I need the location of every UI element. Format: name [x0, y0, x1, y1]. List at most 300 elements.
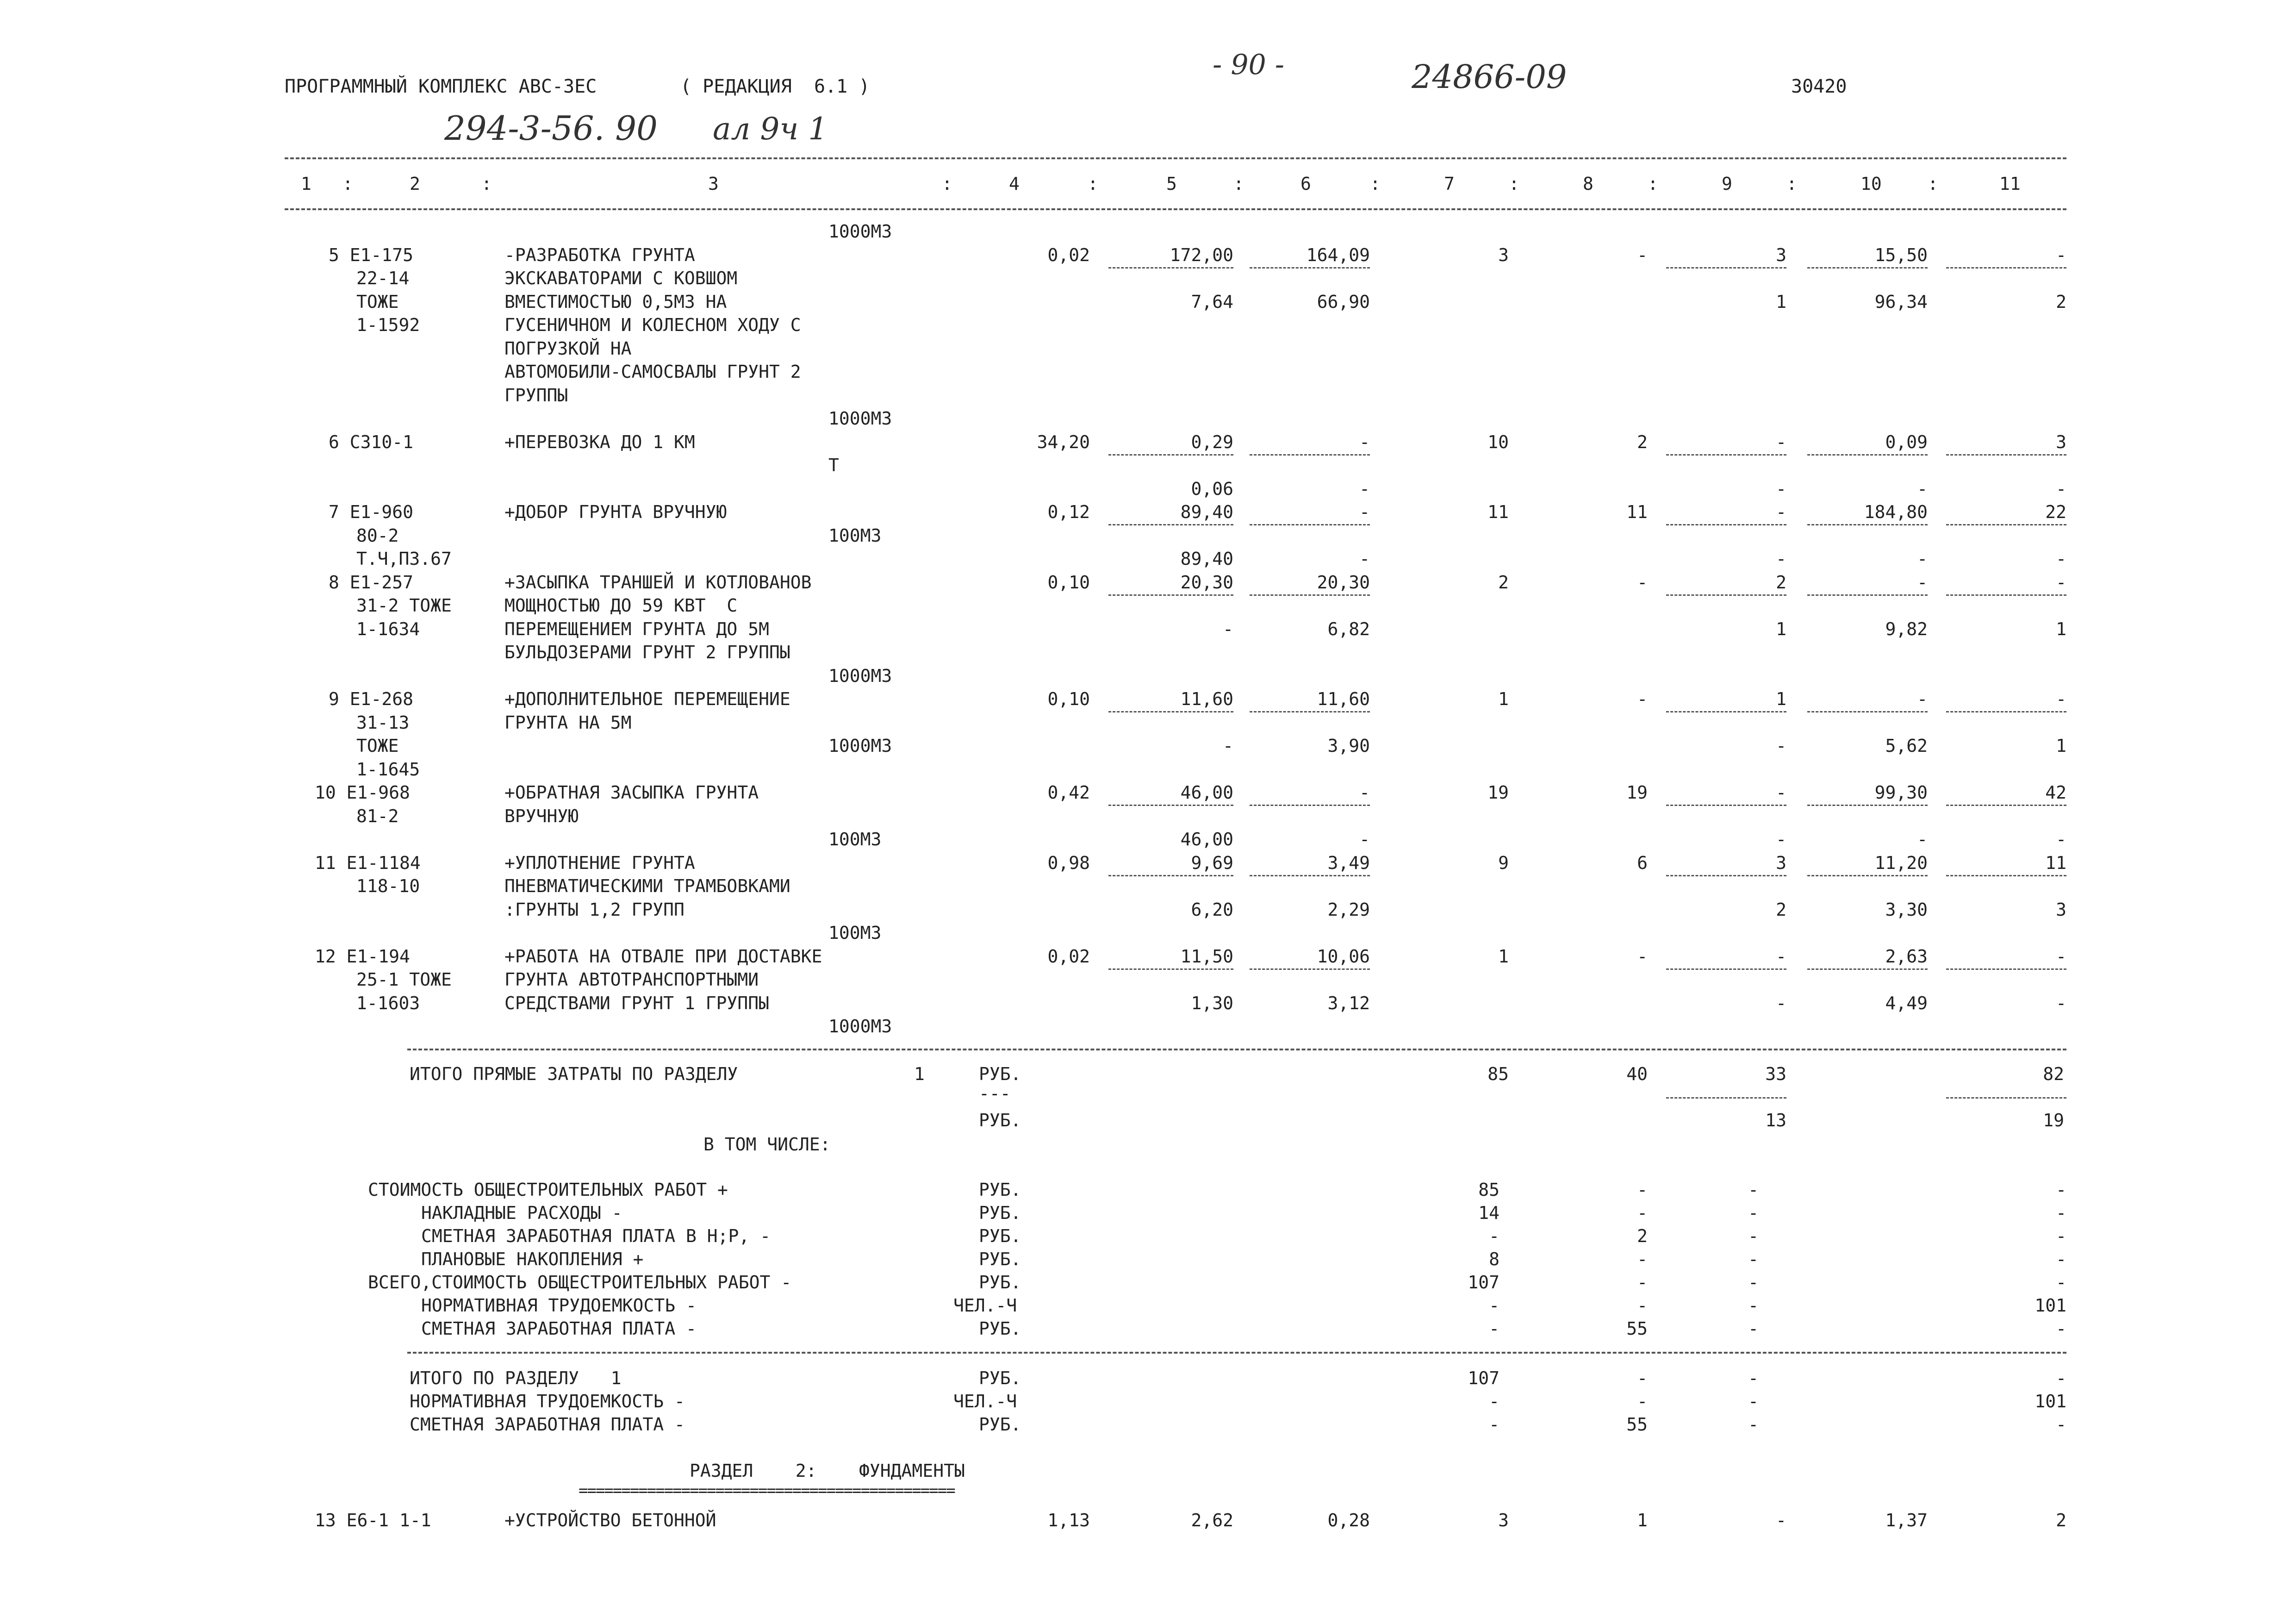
breakdown-label: ВСЕГО,СТОИМОСТЬ ОБЩЕСТРОИТЕЛЬНЫХ РАБОТ - [368, 1272, 792, 1293]
value-c8: 6 [1637, 853, 1648, 873]
value-c4: 0,98 [1047, 853, 1090, 873]
section-total-c8: - [1637, 1368, 1648, 1388]
value-c4: 0,10 [1047, 572, 1090, 593]
breakdown-c9: - [1748, 1180, 1759, 1200]
description-cell: ЭКСКАВАТОРАМИ С КОВШОМ [504, 268, 738, 288]
value-c11: 2 [2056, 1510, 2066, 1530]
row-divider [1666, 711, 1786, 712]
value-c9: - [1776, 946, 1786, 967]
value-c7: 9 [1498, 853, 1509, 873]
row-divider [1108, 711, 1233, 712]
description-cell: ГРУППЫ [504, 385, 568, 406]
value-c9: - [1776, 736, 1786, 756]
value-c11: 1 [2056, 736, 2066, 756]
value-c11: 3 [2056, 899, 2066, 920]
value-c11: - [2056, 479, 2066, 499]
value-c4: 34,20 [1037, 432, 1090, 452]
row-divider [1946, 267, 2066, 269]
value-c5: 7,64 [1191, 292, 1233, 312]
project-number: 294-3-56. 90 [444, 109, 658, 148]
code-cell: 6 С310-1 [329, 432, 414, 452]
value-c11: 11 [2045, 853, 2066, 873]
section-total-c8: - [1637, 1391, 1648, 1412]
value-c9: - [1776, 479, 1786, 499]
row-divider [1946, 875, 2066, 876]
unit-label: 1000М3 [828, 221, 892, 242]
value-c5: 0,29 [1191, 432, 1233, 452]
breakdown-c8: 55 [1626, 1318, 1648, 1339]
value-c5: 11,60 [1180, 689, 1233, 709]
section-total-label: НОРМАТИВНАЯ ТРУДОЕМКОСТЬ - [410, 1391, 685, 1412]
value-c10: - [1917, 549, 1928, 569]
breakdown-unit: РУБ. [979, 1249, 1021, 1269]
value-c6: - [1359, 549, 1370, 569]
value-c4: 0,02 [1047, 245, 1090, 265]
description-cell: :ГРУНТЫ 1,2 ГРУПП [504, 899, 684, 920]
column-separator: : [1648, 174, 1658, 194]
value-c4: 0,12 [1047, 502, 1090, 522]
breakdown-unit: РУБ. [979, 1318, 1021, 1339]
value-c9: 2 [1776, 899, 1786, 920]
row-divider [1807, 524, 1928, 525]
value-c6: - [1359, 479, 1370, 499]
value-c11: 3 [2056, 432, 2066, 452]
breakdown-unit: РУБ. [979, 1203, 1021, 1223]
value-c10: 4,49 [1885, 993, 1928, 1013]
section-total-c11: - [2056, 1414, 2066, 1435]
value-c9: 1 [1776, 619, 1786, 639]
value-c5: 6,20 [1191, 899, 1233, 920]
breakdown-unit: ЧЕЛ.-Ч [953, 1295, 1017, 1316]
code-right: 30420 [1791, 76, 1847, 97]
breakdown-c8: - [1637, 1249, 1648, 1269]
section-total-c11: 101 [2035, 1391, 2066, 1412]
value-c11: 2 [2056, 292, 2066, 312]
breakdown-label: СМЕТНАЯ ЗАРАБОТНАЯ ПЛАТА - [421, 1318, 697, 1339]
value-c11: - [2056, 572, 2066, 593]
row-divider [1946, 711, 2066, 712]
direct-total2-c11: 19 [2043, 1110, 2064, 1131]
column-header-3: 3 [708, 174, 719, 194]
description-cell: ГРУНТА НА 5М [504, 712, 632, 733]
value-c4: 0,10 [1047, 689, 1090, 709]
header-rule-bottom [285, 208, 2066, 210]
breakdown-c11: - [2056, 1272, 2066, 1293]
direct-total-unit-2: РУБ. [979, 1110, 1021, 1131]
row-divider [1108, 454, 1233, 456]
row-divider [1807, 968, 1928, 970]
section-total-c7: - [1489, 1391, 1500, 1412]
row-divider [1666, 267, 1786, 269]
column-header-2: 2 [410, 174, 420, 194]
value-c10: - [1917, 829, 1928, 849]
page-number: - 90 - [1213, 49, 1285, 81]
value-c9: 2 [1776, 572, 1786, 593]
value-c11: 1 [2056, 619, 2066, 639]
description-cell: БУЛЬДОЗЕРАМИ ГРУНТ 2 ГРУППЫ [504, 642, 790, 662]
doc-code: 24866-09 [1412, 58, 1567, 96]
value-c8: 1 [1637, 1510, 1648, 1530]
breakdown-label: НОРМАТИВНАЯ ТРУДОЕМКОСТЬ - [421, 1295, 697, 1316]
value-c4: 1,13 [1047, 1510, 1090, 1530]
description-cell: ПНЕВМАТИЧЕСКИМИ ТРАМБОВКАМИ [504, 876, 790, 896]
album-number: ал 9ч 1 [713, 111, 828, 147]
value-c6: 2,29 [1327, 899, 1370, 920]
value-c11: - [2056, 993, 2066, 1013]
value-c10: 15,50 [1874, 245, 1928, 265]
value-c9: - [1776, 993, 1786, 1013]
row-divider [1946, 454, 2066, 456]
value-c10: 5,62 [1885, 736, 1928, 756]
direct-total-c7: 85 [1487, 1064, 1509, 1084]
column-separator: : [342, 174, 353, 194]
breakdown-c9: - [1748, 1203, 1759, 1223]
row-divider [1108, 594, 1233, 596]
description-cell: +ДОБОР ГРУНТА ВРУЧНУЮ [504, 502, 727, 522]
section-total-c7: 107 [1468, 1368, 1500, 1388]
code-cell: 81-2 [356, 806, 399, 826]
code-cell: 25-1 ТОЖЕ [356, 969, 452, 990]
value-c10: 184,80 [1864, 502, 1928, 522]
breakdown-c11: 101 [2035, 1295, 2066, 1316]
row-divider [1250, 524, 1370, 525]
code-cell: 80-2 [356, 525, 399, 546]
row-divider [1666, 524, 1786, 525]
section-total-unit: ЧЕЛ.-Ч [953, 1391, 1017, 1412]
edition-label: ( РЕДАКЦИЯ 6.1 ) [680, 76, 870, 97]
row-divider [1666, 454, 1786, 456]
value-c5: 172,00 [1170, 245, 1233, 265]
value-c11: - [2056, 946, 2066, 967]
column-header-5: 5 [1166, 174, 1177, 194]
description-cell: +УСТРОЙСТВО БЕТОННОЙ [504, 1510, 716, 1530]
breakdown-label: СМЕТНАЯ ЗАРАБОТНАЯ ПЛАТА В Н;Р, - [421, 1226, 771, 1246]
unit-label: 1000М3 [828, 666, 892, 686]
header-rule-top [285, 157, 2066, 159]
value-c11: 22 [2045, 502, 2066, 522]
column-separator: : [1509, 174, 1519, 194]
value-c6: 66,90 [1317, 292, 1370, 312]
column-header-10: 10 [1860, 174, 1882, 194]
value-c7: 10 [1487, 432, 1509, 452]
breakdown-c7: 107 [1468, 1272, 1500, 1293]
value-c7: 1 [1498, 946, 1509, 967]
value-c10: 2,63 [1885, 946, 1928, 967]
value-c7: 11 [1487, 502, 1509, 522]
code-cell: Т.Ч,П3.67 [356, 549, 452, 569]
value-c8: 11 [1626, 502, 1648, 522]
code-cell: 9 Е1-268 [329, 689, 414, 709]
row-divider [1666, 805, 1786, 806]
breakdown-c7: 14 [1478, 1203, 1500, 1223]
column-header-9: 9 [1722, 174, 1732, 194]
value-c5: - [1223, 619, 1233, 639]
unit-label: 1000М3 [828, 1016, 892, 1037]
value-c9: 1 [1776, 689, 1786, 709]
direct-total-c11: 82 [2043, 1064, 2064, 1084]
code-cell: 5 Е1-175 [329, 245, 414, 265]
value-c10: 3,30 [1885, 899, 1928, 920]
code-cell: 11 Е1-1184 [315, 853, 421, 873]
value-c9: - [1776, 502, 1786, 522]
direct-total-dash-c9 [1666, 1097, 1786, 1099]
description-cell: ПОГРУЗКОЙ НА [504, 338, 632, 359]
breakdown-unit: РУБ. [979, 1272, 1021, 1293]
breakdown-label: ПЛАНОВЫЕ НАКОПЛЕНИЯ + [421, 1249, 644, 1269]
unit-label: Т [828, 455, 839, 475]
value-c9: - [1776, 829, 1786, 849]
value-c9: 3 [1776, 245, 1786, 265]
value-c11: - [2056, 829, 2066, 849]
row-divider [1946, 524, 2066, 525]
code-cell: 12 Е1-194 [315, 946, 410, 967]
value-c5: 11,50 [1180, 946, 1233, 967]
breakdown-unit: РУБ. [979, 1226, 1021, 1246]
column-header-6: 6 [1300, 174, 1311, 194]
row-divider [1807, 594, 1928, 596]
value-c9: - [1776, 432, 1786, 452]
description-cell: ВМЕСТИМОСТЬЮ 0,5М3 НА [504, 292, 727, 312]
section-total-c11: - [2056, 1368, 2066, 1388]
code-cell: 13 Е6-1 1-1 [315, 1510, 431, 1530]
value-c11: - [2056, 245, 2066, 265]
value-c5: - [1223, 736, 1233, 756]
value-c7: 3 [1498, 1510, 1509, 1530]
breakdown-c9: - [1748, 1249, 1759, 1269]
value-c10: 9,82 [1885, 619, 1928, 639]
section-total-c9: - [1748, 1414, 1759, 1435]
breakdown-c11: - [2056, 1249, 2066, 1269]
value-c6: 11,60 [1317, 689, 1370, 709]
value-c6: 164,09 [1306, 245, 1370, 265]
row-divider [1666, 875, 1786, 876]
section-total-c8: 55 [1626, 1414, 1648, 1435]
breakdown-c8: - [1637, 1295, 1648, 1316]
code-cell: 22-14 [356, 268, 410, 288]
description-cell: -РАЗРАБОТКА ГРУНТА [504, 245, 695, 265]
description-cell: +ДОПОЛНИТЕЛЬНОЕ ПЕРЕМЕЩЕНИЕ [504, 689, 790, 709]
section2-underline: ============================================ [579, 1481, 955, 1500]
description-cell: СРЕДСТВАМИ ГРУНТ 1 ГРУППЫ [504, 993, 769, 1013]
column-separator: : [1088, 174, 1098, 194]
value-c7: 2 [1498, 572, 1509, 593]
value-c6: - [1359, 432, 1370, 452]
description-cell: +РАБОТА НА ОТВАЛЕ ПРИ ДОСТАВКЕ [504, 946, 822, 967]
code-cell: 10 Е1-968 [315, 782, 410, 803]
program-title: ПРОГРАММНЫЙ КОМПЛЕКС АВС-3ЕС [285, 76, 597, 97]
row-divider [1108, 968, 1233, 970]
value-c6: - [1359, 782, 1370, 803]
code-cell: 1-1592 [356, 315, 420, 335]
row-divider [1807, 711, 1928, 712]
value-c9: - [1776, 782, 1786, 803]
value-c8: - [1637, 245, 1648, 265]
unit-label: 1000М3 [828, 736, 892, 756]
direct-total-dash: --- [979, 1083, 1011, 1104]
value-c10: 99,30 [1874, 782, 1928, 803]
row-divider [1807, 267, 1928, 269]
code-cell: 31-13 [356, 712, 410, 733]
direct-total-section: 1 [914, 1064, 925, 1084]
row-divider [1250, 267, 1370, 269]
section-total-c9: - [1748, 1391, 1759, 1412]
direct-total-dash-c11 [1946, 1097, 2066, 1099]
value-c7: 19 [1487, 782, 1509, 803]
unit-label: 100М3 [828, 829, 882, 849]
value-c9: 1 [1776, 292, 1786, 312]
value-c6: 3,12 [1327, 993, 1370, 1013]
breakdown-c7: - [1489, 1318, 1500, 1339]
row-divider [1250, 968, 1370, 970]
breakdown-c9: - [1748, 1272, 1759, 1293]
column-header-11: 11 [1999, 174, 2021, 194]
row-divider [1108, 805, 1233, 806]
value-c5: 46,00 [1180, 829, 1233, 849]
value-c5: 1,30 [1191, 993, 1233, 1013]
row-divider [1666, 968, 1786, 970]
value-c6: 3,90 [1327, 736, 1370, 756]
row-divider [1807, 454, 1928, 456]
value-c11: - [2056, 549, 2066, 569]
value-c9: - [1776, 1510, 1786, 1530]
section-total-unit: РУБ. [979, 1368, 1021, 1388]
row-divider [1807, 805, 1928, 806]
code-cell: 1-1634 [356, 619, 420, 639]
row-divider [1946, 968, 2066, 970]
totals-rule-bottom [407, 1352, 2066, 1354]
unit-label: 100М3 [828, 525, 882, 546]
totals-rule-top [407, 1049, 2066, 1050]
code-cell: 8 Е1-257 [329, 572, 414, 593]
column-header-8: 8 [1583, 174, 1593, 194]
code-cell: ТОЖЕ [356, 736, 399, 756]
unit-label: 100М3 [828, 923, 882, 943]
row-divider [1946, 594, 2066, 596]
row-divider [1108, 524, 1233, 525]
breakdown-c8: - [1637, 1203, 1648, 1223]
value-c5: 0,06 [1191, 479, 1233, 499]
value-c6: 3,49 [1327, 853, 1370, 873]
value-c10: - [1917, 689, 1928, 709]
description-cell: ГУСЕНИЧНОМ И КОЛЕСНОМ ХОДУ С [504, 315, 801, 335]
direct-total-c8: 40 [1626, 1064, 1648, 1084]
value-c11: - [2056, 689, 2066, 709]
value-c6: 6,82 [1327, 619, 1370, 639]
value-c8: - [1637, 572, 1648, 593]
value-c8: 2 [1637, 432, 1648, 452]
code-cell: 118-10 [356, 876, 420, 896]
direct-total-label: ИТОГО ПРЯМЫЕ ЗАТРАТЫ ПО РАЗДЕЛУ [410, 1064, 738, 1084]
unit-label: 1000М3 [828, 408, 892, 429]
value-c10: - [1917, 479, 1928, 499]
breakdown-c7: - [1489, 1295, 1500, 1316]
value-c6: 0,28 [1327, 1510, 1370, 1530]
code-cell: 1-1645 [356, 759, 420, 780]
row-divider [1108, 875, 1233, 876]
value-c6: - [1359, 502, 1370, 522]
code-cell: 31-2 ТОЖЕ [356, 595, 452, 616]
column-separator: : [1233, 174, 1244, 194]
breakdown-unit: РУБ. [979, 1180, 1021, 1200]
column-header-7: 7 [1444, 174, 1455, 194]
description-cell: +УПЛОТНЕНИЕ ГРУНТА [504, 853, 695, 873]
breakdown-c7: - [1489, 1226, 1500, 1246]
value-c9: - [1776, 549, 1786, 569]
breakdown-c8: - [1637, 1180, 1648, 1200]
value-c7: 3 [1498, 245, 1509, 265]
section-total-unit: РУБ. [979, 1414, 1021, 1435]
breakdown-c9: - [1748, 1318, 1759, 1339]
value-c10: 11,20 [1874, 853, 1928, 873]
row-divider [1946, 805, 2066, 806]
direct-total-unit: РУБ. [979, 1064, 1021, 1084]
breakdown-c9: - [1748, 1295, 1759, 1316]
section-total-c7: - [1489, 1414, 1500, 1435]
column-separator: : [1786, 174, 1797, 194]
description-cell: +ЗАСЫПКА ТРАНШЕЙ И КОТЛОВАНОВ [504, 572, 812, 593]
value-c8: 19 [1626, 782, 1648, 803]
breakdown-c11: - [2056, 1226, 2066, 1246]
value-c5: 2,62 [1191, 1510, 1233, 1530]
value-c10: 0,09 [1885, 432, 1928, 452]
section-total-c9: - [1748, 1368, 1759, 1388]
description-cell: +ОБРАТНАЯ ЗАСЫПКА ГРУНТА [504, 782, 759, 803]
row-divider [1250, 454, 1370, 456]
breakdown-label: СТОИМОСТЬ ОБЩЕСТРОИТЕЛЬНЫХ РАБОТ + [368, 1180, 728, 1200]
section-total-label: СМЕТНАЯ ЗАРАБОТНАЯ ПЛАТА - [410, 1414, 685, 1435]
description-cell: ПЕРЕМЕЩЕНИЕМ ГРУНТА ДО 5М [504, 619, 769, 639]
value-c5: 46,00 [1180, 782, 1233, 803]
row-divider [1250, 805, 1370, 806]
code-cell: 7 Е1-960 [329, 502, 414, 522]
row-divider [1250, 875, 1370, 876]
row-divider [1108, 267, 1233, 269]
description-cell: АВТОМОБИЛИ-САМОСВАЛЫ ГРУНТ 2 [504, 362, 801, 382]
value-c5: 20,30 [1180, 572, 1233, 593]
column-header-4: 4 [1009, 174, 1020, 194]
row-divider [1666, 594, 1786, 596]
value-c4: 0,42 [1047, 782, 1090, 803]
including-label: В ТОМ ЧИСЛЕ: [703, 1134, 831, 1155]
row-divider [1250, 594, 1370, 596]
breakdown-c8: 2 [1637, 1226, 1648, 1246]
value-c6: 10,06 [1317, 946, 1370, 967]
column-separator: : [481, 174, 492, 194]
value-c10: - [1917, 572, 1928, 593]
direct-total-c9: 33 [1765, 1064, 1786, 1084]
column-separator: : [1370, 174, 1381, 194]
direct-total2-c9: 13 [1765, 1110, 1786, 1131]
code-cell: ТОЖЕ [356, 292, 399, 312]
breakdown-label: НАКЛАДНЫЕ РАСХОДЫ - [421, 1203, 622, 1223]
breakdown-c11: - [2056, 1203, 2066, 1223]
description-cell: МОЩНОСТЬЮ ДО 59 КВТ С [504, 595, 738, 616]
value-c8: - [1637, 946, 1648, 967]
value-c9: 3 [1776, 853, 1786, 873]
breakdown-c7: 8 [1489, 1249, 1500, 1269]
value-c8: - [1637, 689, 1648, 709]
breakdown-c8: - [1637, 1272, 1648, 1293]
description-cell: +ПЕРЕВОЗКА ДО 1 КМ [504, 432, 695, 452]
value-c10: 1,37 [1885, 1510, 1928, 1530]
value-c11: 42 [2045, 782, 2066, 803]
value-c5: 89,40 [1180, 549, 1233, 569]
column-separator: : [942, 174, 952, 194]
row-divider [1807, 875, 1928, 876]
value-c7: 1 [1498, 689, 1509, 709]
description-cell: ГРУНТА АВТОТРАНСПОРТНЫМИ [504, 969, 759, 990]
section-total-label: ИТОГО ПО РАЗДЕЛУ 1 [410, 1368, 622, 1388]
